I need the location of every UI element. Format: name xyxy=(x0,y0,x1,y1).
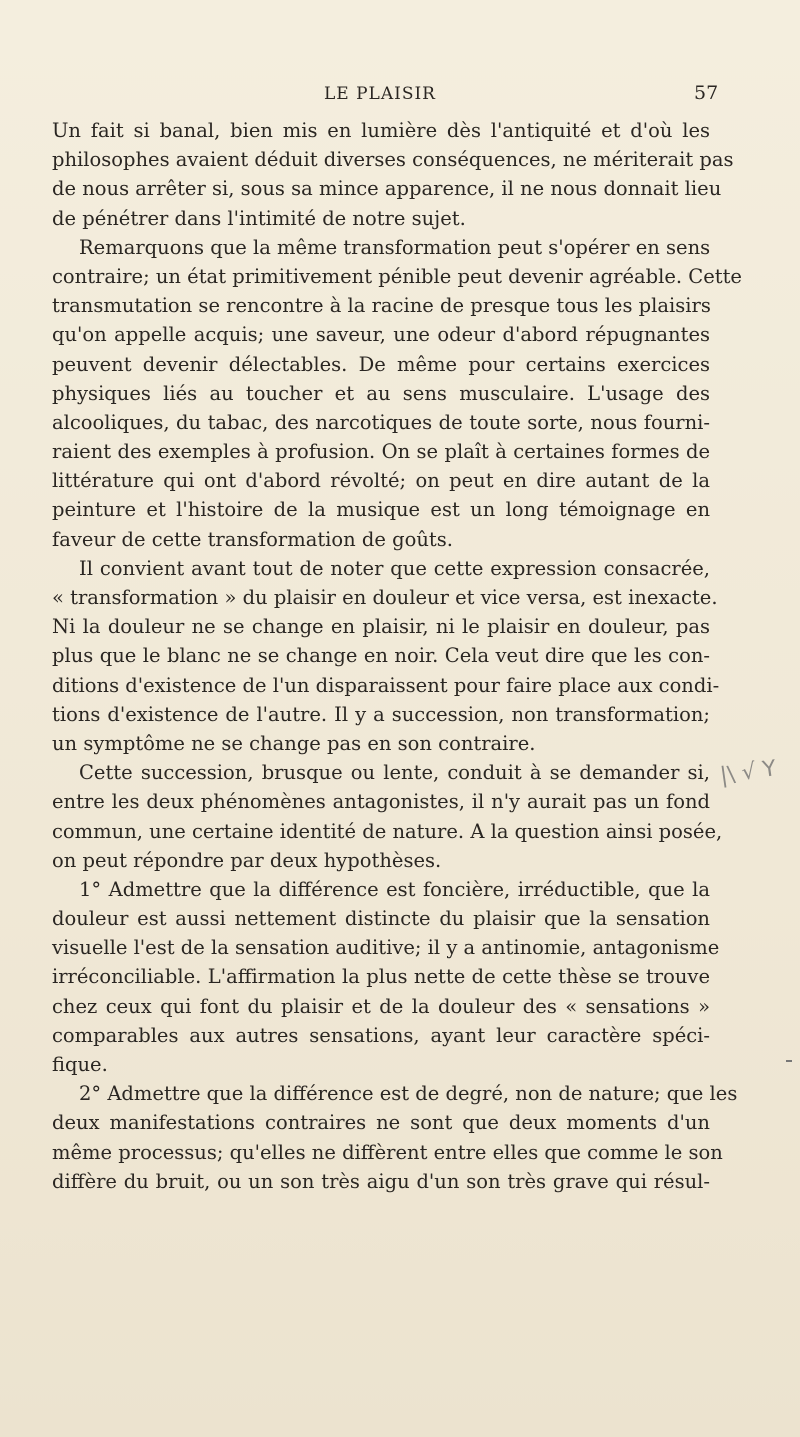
page-number: 57 xyxy=(694,82,719,104)
text-line: on peut répondre par deux hypothèses. xyxy=(52,848,442,872)
running-title: LE PLAISIR xyxy=(324,84,436,104)
text-line: transmutation se rencontre à la racine de presque tous les plaisirs xyxy=(52,294,711,318)
text-line: visuelle l'est de la sensation auditive; il y a antinomie, antagonisme xyxy=(52,936,720,960)
text-line: de pénétrer dans l'intimité de notre sujet. xyxy=(52,206,466,230)
text-line: entre les deux phénomènes antagonistes, il n'y aurait pas un fond xyxy=(52,790,710,814)
text-line: chez ceux qui font du plaisir et de la douleur des « sensations » xyxy=(52,994,710,1018)
text-line: « transformation » du plaisir en douleur et vice versa, est inexacte. xyxy=(52,586,718,609)
text-line: ditions d'existence de l'un disparaissent pour faire place aux condi- xyxy=(52,673,720,697)
paragraph-start-line: 1° Admettre que la différence est foncière, irréductible, que la xyxy=(79,877,710,901)
body-text xyxy=(52,116,742,1196)
text-line: contraire; un état primitivement pénible peut devenir agréable. Cette xyxy=(52,264,742,288)
text-line: diffère du bruit, ou un son très aigu d'un son très grave qui résul- xyxy=(52,1169,710,1193)
text-line: commun, une certaine identité de nature. A la question ainsi posée, xyxy=(52,819,723,843)
text-line: philosophes avaient déduit diverses conséquences, ne mériterait pas xyxy=(52,148,734,172)
text-line: comparables aux autres sensations, ayant leur caractère spéci- xyxy=(52,1023,710,1047)
text-line: physiques liés au toucher et au sens musculaire. L'usage des xyxy=(52,381,710,405)
text-line: douleur est aussi nettement distincte du plaisir que la sensation xyxy=(52,907,710,931)
paragraph-start-line: Remarquons que la même transformation peut s'opérer en sens xyxy=(79,235,711,259)
text-line: faveur de cette transformation de goûts. xyxy=(52,527,453,551)
text-line: peinture et l'histoire de la musique est un long témoignage en xyxy=(52,498,710,522)
text-line: de nous arrêter si, sous sa mince apparence, il ne nous donnait lieu xyxy=(52,177,722,201)
text-line: peuvent devenir délectables. De même pour certains exercices xyxy=(52,352,710,376)
text-line: tions d'existence de l'autre. Il y a succession, non transformation; xyxy=(52,702,710,726)
text-line: plus que le blanc ne se change en noir. Cela veut dire que les con- xyxy=(52,644,710,668)
paragraph-start-line: Cette succession, brusque ou lente, conduit à se demander si, xyxy=(79,761,710,785)
ink-speck xyxy=(786,1060,792,1062)
text-line: fique. xyxy=(52,1053,108,1076)
text-line: Un fait si banal, bien mis en lumière dès l'antiquité et d'où les xyxy=(52,119,710,142)
text-line: alcooliques, du tabac, des narcotiques de toute sorte, nous fourni- xyxy=(52,410,710,434)
text-line: irréconciliable. L'affirmation la plus nette de cette thèse se trouve xyxy=(52,965,710,989)
text-line: littérature qui ont d'abord révolté; on peut en dire autant de la xyxy=(52,469,710,493)
text-line: deux manifestations contraires ne sont que deux moments d'un xyxy=(52,1111,710,1135)
text-line: raient des exemples à profusion. On se plaît à certaines formes de xyxy=(52,440,710,464)
page-header xyxy=(0,84,800,108)
text-line: qu'on appelle acquis; une saveur, une odeur d'abord répugnantes xyxy=(52,323,710,347)
handwritten-margin-mark: |\ √ Y xyxy=(718,756,778,789)
text-line: un symptôme ne se change pas en son contraire. xyxy=(52,731,536,755)
paragraph-start-line: 2° Admettre que la différence est de degré, non de nature; que les xyxy=(79,1082,738,1106)
paragraph-start-line: Il convient avant tout de noter que cette expression consacrée, xyxy=(79,556,710,580)
text-line: même processus; qu'elles ne diffèrent entre elles que comme le son xyxy=(52,1140,723,1164)
text-line: Ni la douleur ne se change en plaisir, ni le plaisir en douleur, pas xyxy=(52,615,710,639)
